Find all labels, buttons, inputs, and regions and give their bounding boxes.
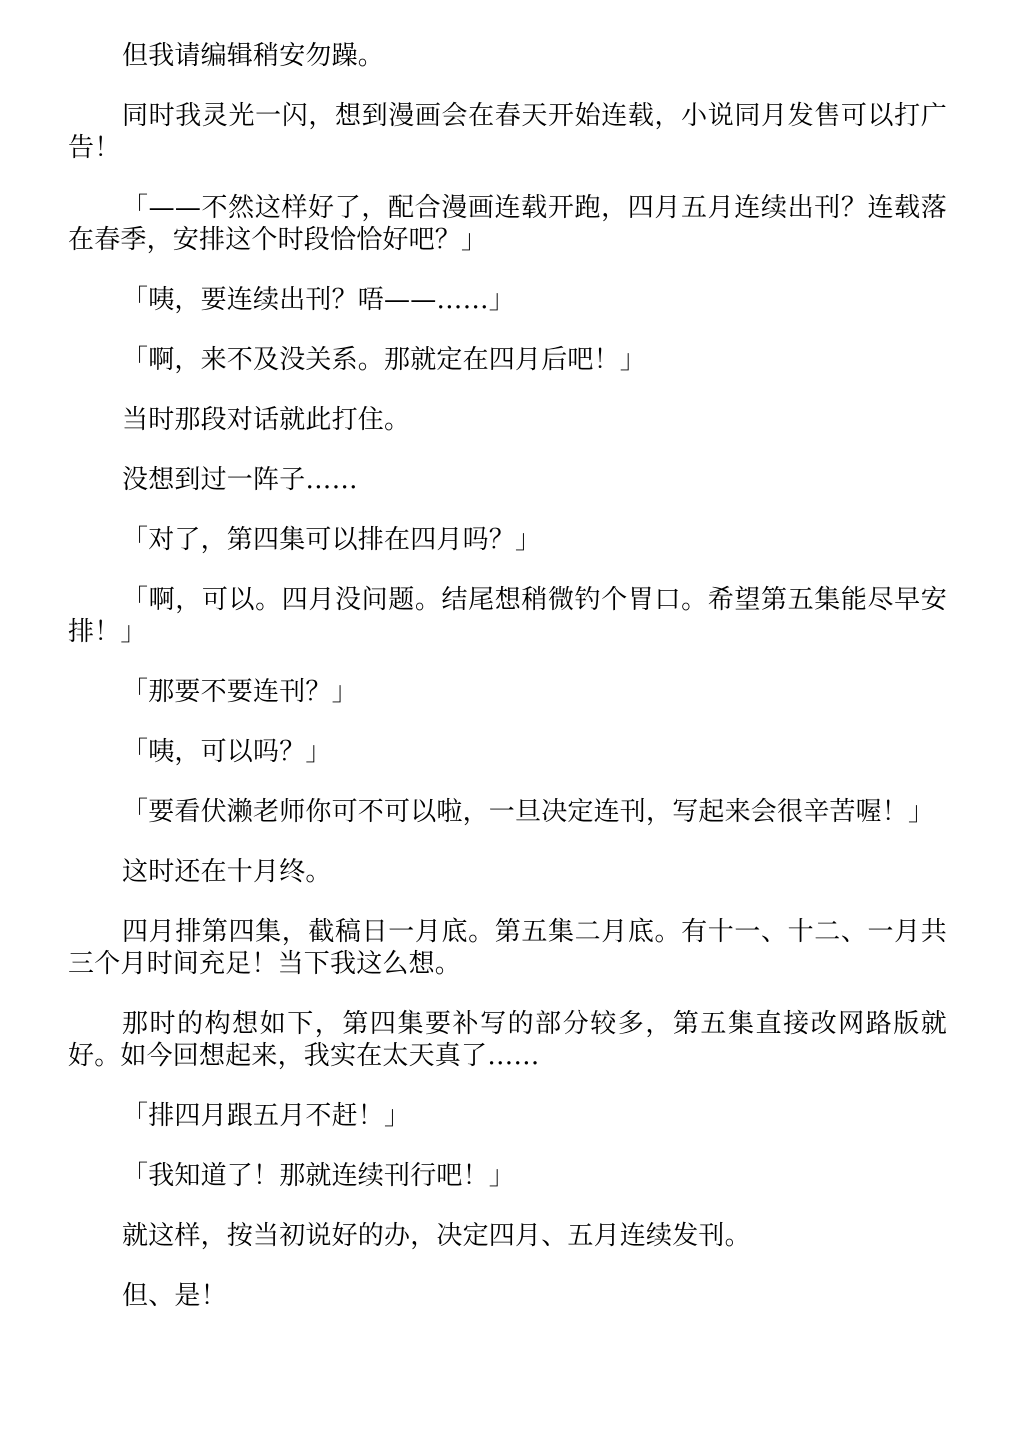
paragraph: 「我知道了！那就连续刊行吧！」: [122, 1161, 516, 1191]
paragraph: 「咦，可以吗？」: [122, 737, 332, 767]
paragraph: 那时的构想如下，第四集要补写的部分较多，第五集直接改网路版就好。如今回想起来，我实在太天真了……: [68, 1009, 947, 1071]
paragraph: 当时那段对话就此打住。: [122, 405, 411, 435]
paragraph: 四月排第四集，截稿日一月底。第五集二月底。有十一、十二、一月共三个月时间充足！当下我这么想。: [68, 917, 947, 979]
paragraph: 「要看伏濑老师你可不可以啦，一旦决定连刊，写起来会很辛苦喔！」: [122, 797, 935, 827]
paragraph: 「啊，来不及没关系。那就定在四月后吧！」: [122, 345, 647, 375]
paragraph: 「排四月跟五月不赶！」: [122, 1101, 411, 1131]
paragraph: 没想到过一阵子……: [122, 465, 358, 495]
paragraph: 「对了，第四集可以排在四月吗？」: [122, 525, 542, 555]
paragraph: 就这样，按当初说好的办，决定四月、五月连续发刊。: [122, 1221, 751, 1251]
paragraph: 「啊，可以。四月没问题。结尾想稍微钓个胃口。希望第五集能尽早安排！」: [68, 585, 947, 647]
paragraph: 这时还在十月终。: [122, 857, 332, 887]
paragraph: 「那要不要连刊？」: [122, 677, 358, 707]
paragraph: 「咦，要连续出刊？唔——……」: [122, 285, 516, 315]
paragraph: 但我请编辑稍安勿躁。: [122, 41, 385, 71]
paragraph: 「——不然这样好了，配合漫画连载开跑，四月五月连续出刊？连载落在春季，安排这个时段恰恰好吧？」: [68, 193, 947, 255]
paragraph: 但、是！: [122, 1281, 227, 1311]
paragraph: 同时我灵光一闪，想到漫画会在春天开始连载，小说同月发售可以打广告！: [68, 101, 947, 163]
